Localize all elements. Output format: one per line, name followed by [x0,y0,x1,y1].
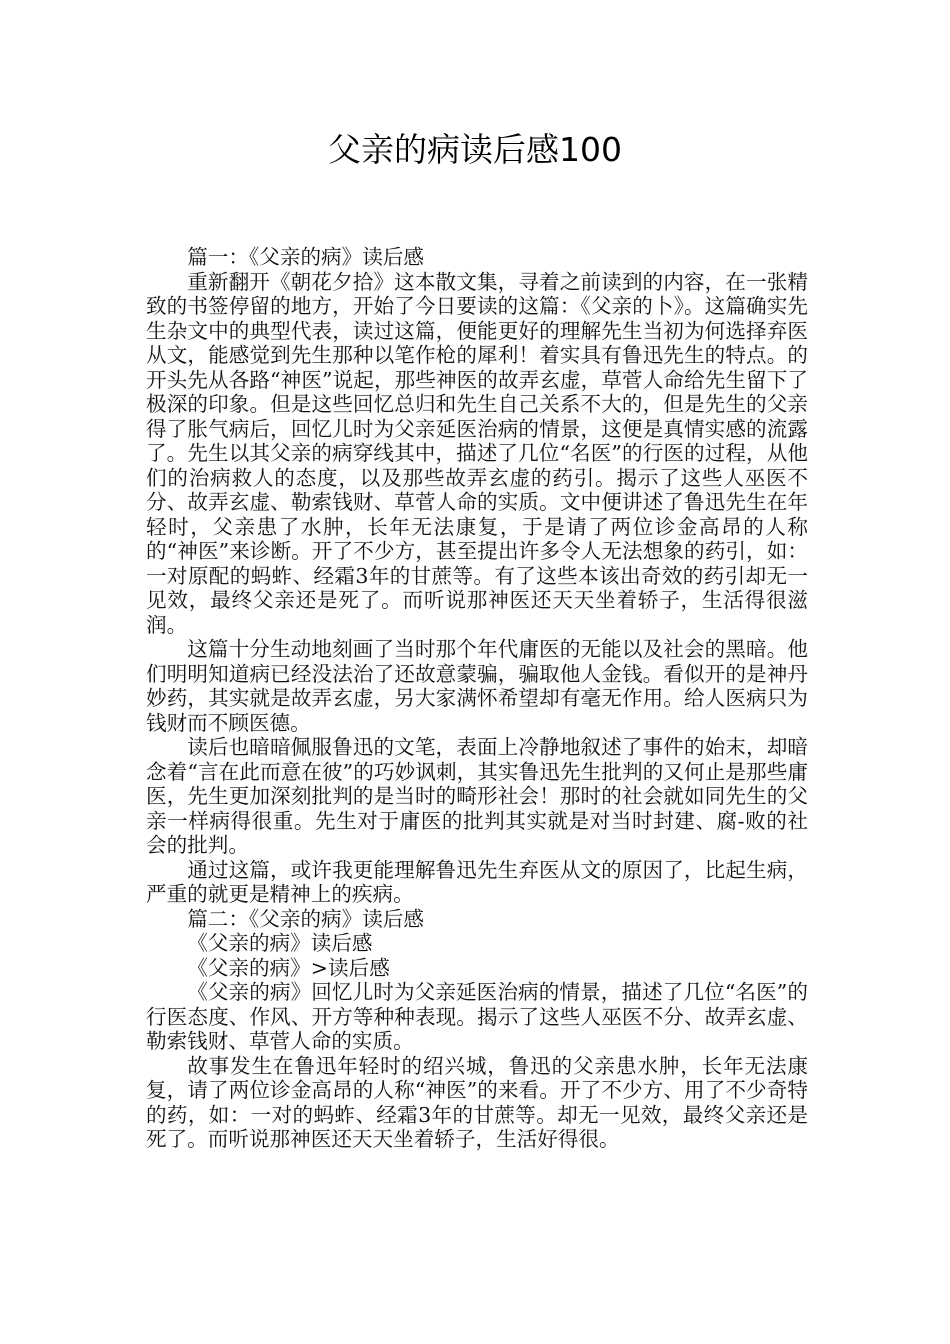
subheading: 《父亲的病》>读后感 [187,955,390,980]
paragraph: 《父亲的病》回忆儿时为父亲延医治病的情景，描述了几位“名医”的行医态度、作风、开方等种种表现。揭示了这些人巫医不分、故弄玄虚、勒索钱财、草菅人命的实质。 [146,980,808,1053]
document-title: 父亲的病读后感100 [328,130,622,169]
section-heading-2: 篇二：《父亲的病》读后感 [187,906,425,931]
subheading: 《父亲的病》读后感 [187,931,373,955]
paragraph: 故事发生在鲁迅年轻时的绍兴城，鲁迅的父亲患水肿，长年无法康复，请了两位诊金高昂的人称“神医”的来看。开了不少方、用了不少奇特的药，如：一对的蚂蚱、经霜3年的甘蔗等。却无一见效，最终父亲还是死了。而听说那神医还天天坐着轿子，生活好得很。 [146,1053,808,1151]
section-heading-1: 篇一：《父亲的病》读后感 [187,245,425,269]
document-body [146,245,808,1152]
paragraph: 重新翻开《朝花夕拾》这本散文集，寻着之前读到的内容，在一张精致的书签停留的地方，开始了今日要读的这篇：《父亲的卜》。这篇确实先生杂文中的典型代表，读过这篇，便能更好的理解先生当初为何选择弃医从文，能感觉到先生那种以笔作枪的犀利！着实具有鲁迅先生的特点。的开头先从各路“神医”说起，那些神医的故弄玄虚，草菅人命给先生留下了极深的印象。但是这些回忆总归和先生自己关系不大的，但是先生的父亲得了胀气病后，回忆儿时为父亲延医治病的情景，这便是真情实感的流露了。先生以其父亲的病穿线其中，描述了几位“名医”的行医的过程，从他们的治病救人的态度，以及那些故弄玄虚的药引。揭示了这些人巫医不分、故弄玄虚、勒索钱财、草菅人命的实质。文中便讲述了鲁迅先生在年轻时，父亲患了水肿，长年无法康复，于是请了两位诊金高昂的人称的“神医”来诊断。开了不少方，甚至提出许多令人无法想象的药引，如：一对原配的蚂蚱、经霜3年的甘蔗等。有了这些本该出奇效的药引却无一见效，最终父亲还是死了。而听说那神医还天天坐着轿子，生活得很滋润。 [146,269,808,637]
paragraph: 这篇十分生动地刻画了当时那个年代庸医的无能以及社会的黑暗。他们明明知道病已经没法治了还故意蒙骗，骗取他人金钱。看似开的是神丹妙药，其实就是故弄玄虚，另大家满怀希望却有毫无作用。给人医病只为钱财而不顾医德。 [146,637,808,735]
paragraph: 通过这篇，或许我更能理解鲁迅先生弃医从文的原因了，比起生病，严重的就更是精神上的疾病。 [146,857,808,906]
paragraph: 读后也暗暗佩服鲁迅的文笔，表面上冷静地叙述了事件的始末，却暗念着“言在此而意在彼”的巧妙讽刺，其实鲁迅先生批判的又何止是那些庸医，先生更加深刻批判的是当时的畸形社会！那时的社会就如同先生的父亲一样病得很重。先生对于庸医的批判其实就是对当时封建、腐-败的社会的批判。 [146,735,808,857]
